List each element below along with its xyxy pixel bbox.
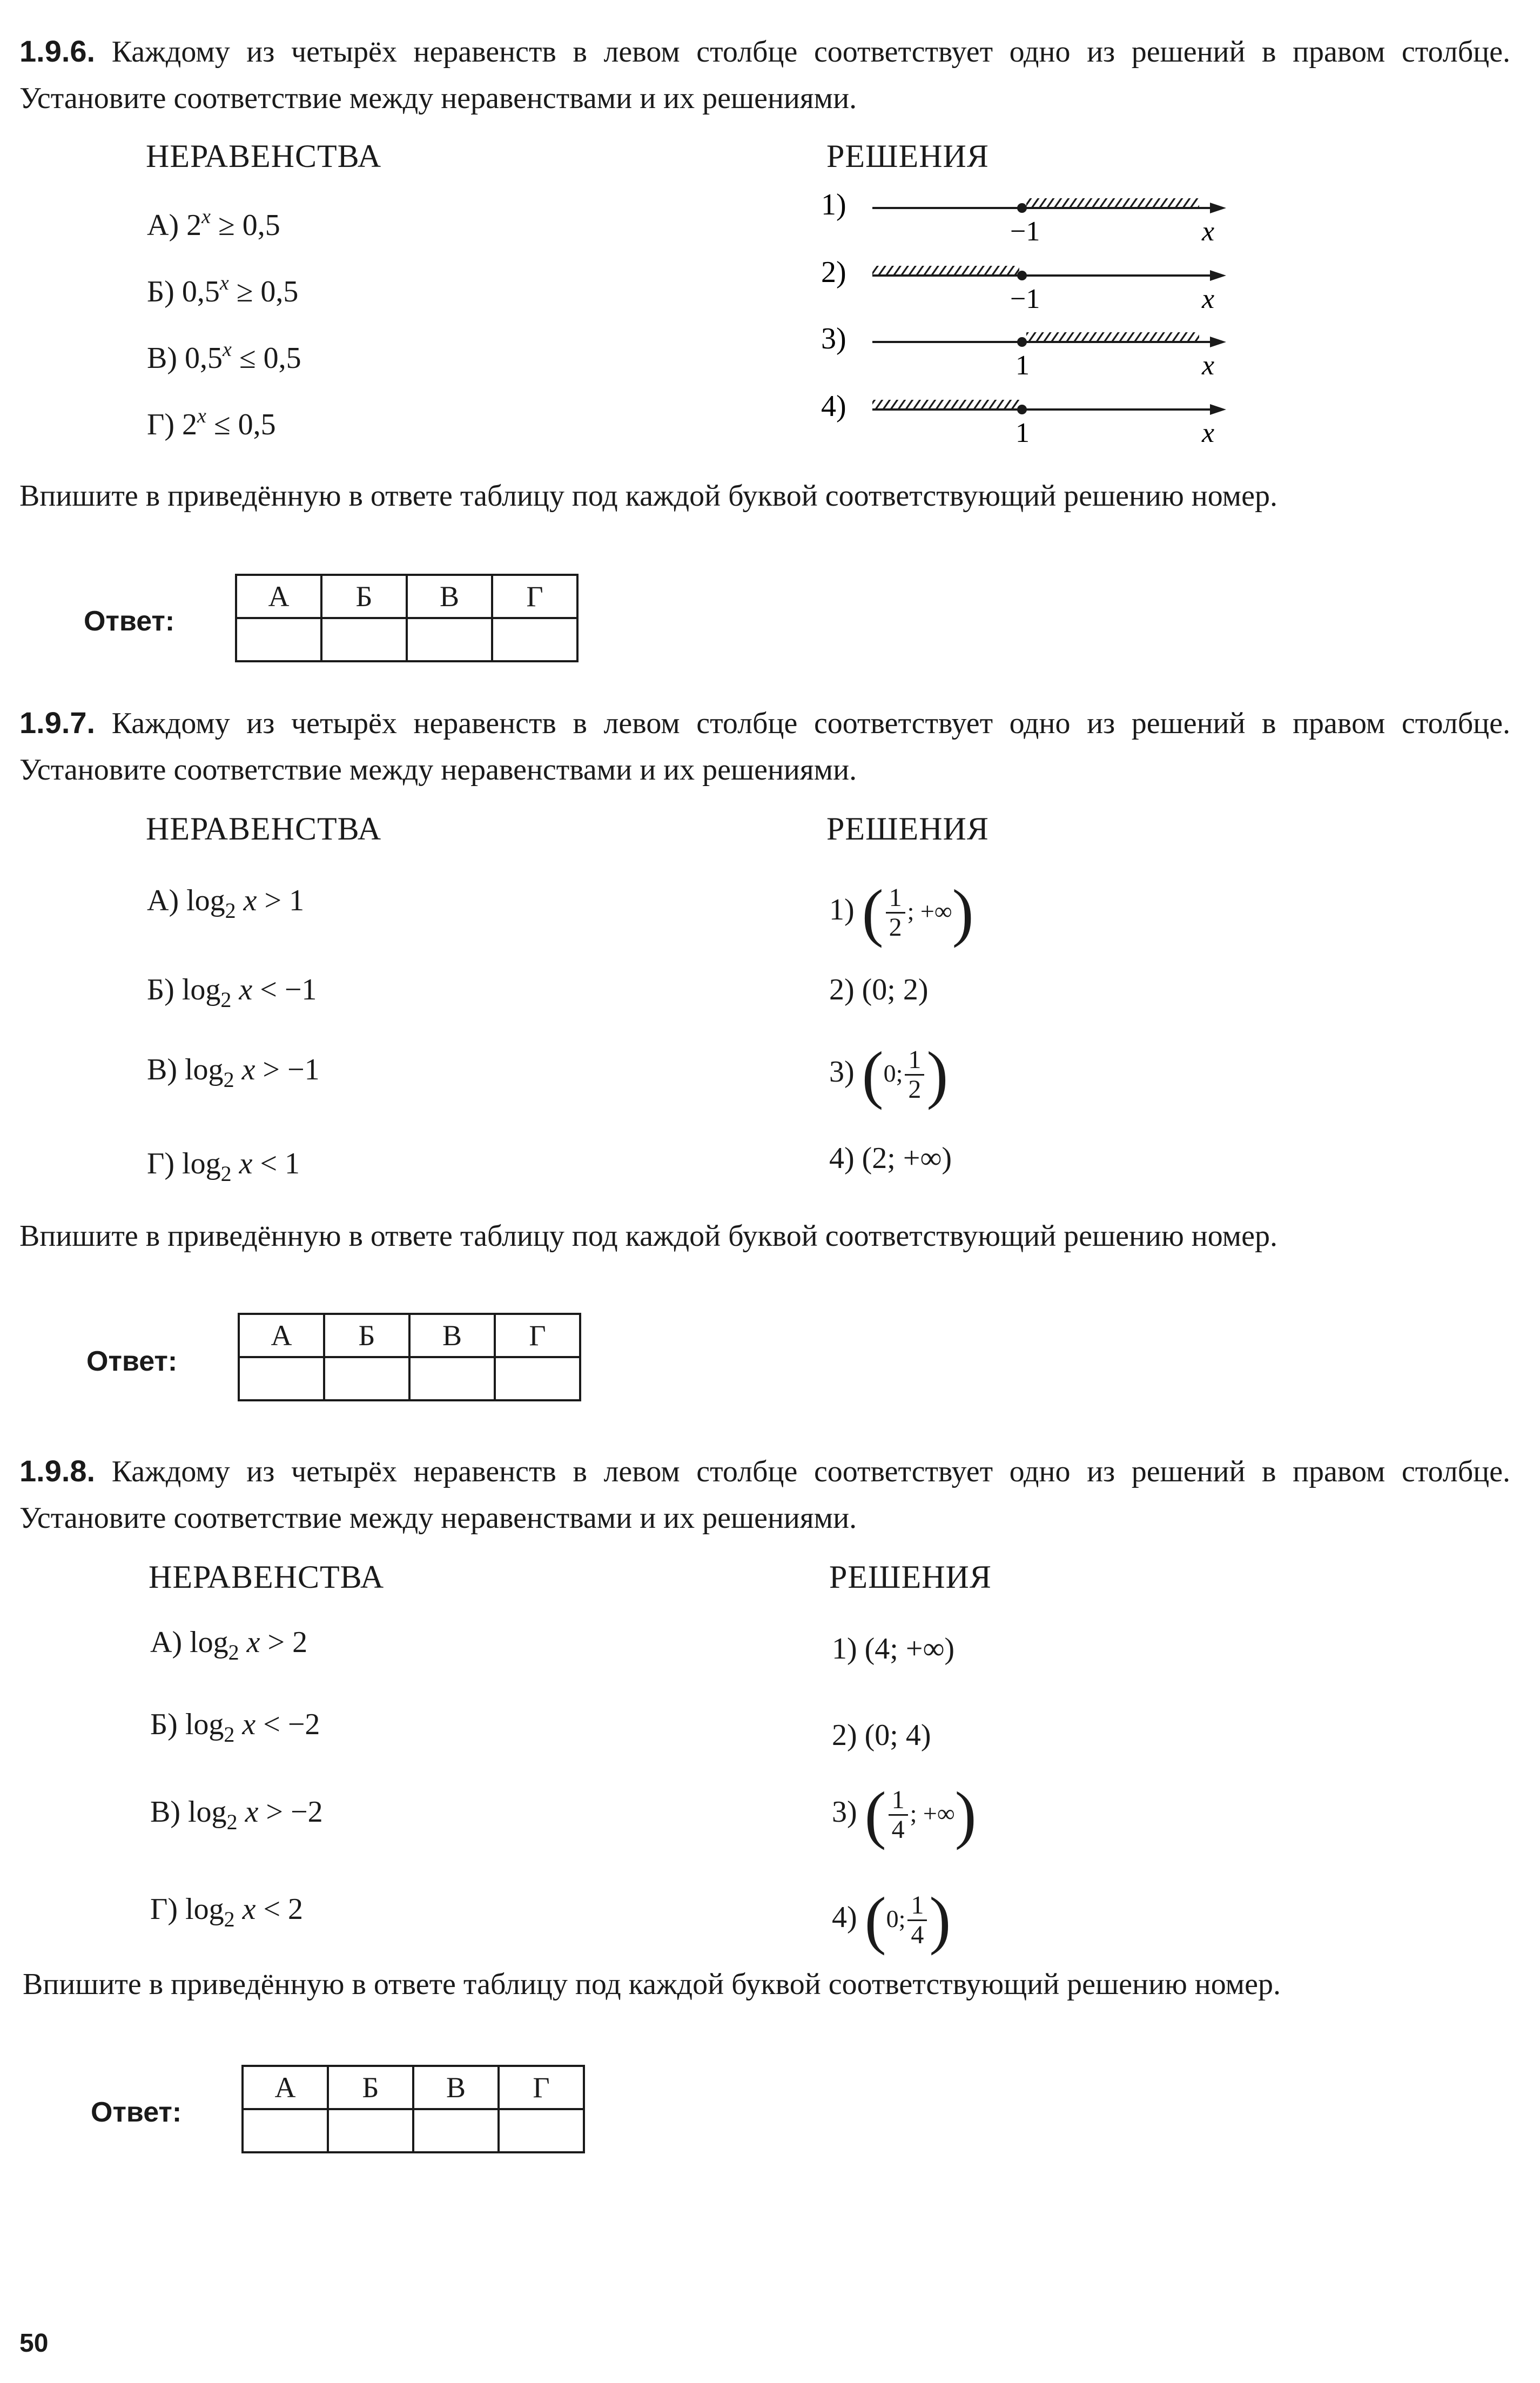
variable: x [246, 1626, 260, 1659]
interval-lead: 0; [886, 1904, 906, 1932]
instruction-text: Впишите в приведённую в ответе таблицу под каждой буквой соответствующий решению номер. [19, 479, 1277, 513]
problem-text: Каждому из четырёх неравенств в левом столбце соответствует одно из решений в правом столбце. Установите соответствие между неравенствами и их решениями. [19, 35, 1511, 115]
numerator: 1 [889, 1786, 908, 1816]
answer-letter-v: В [407, 575, 492, 618]
item-label: 2) [829, 973, 855, 1006]
relation: < −2 [263, 1708, 320, 1741]
variable: x [239, 1147, 253, 1180]
relation: ≥ 0,5 [236, 275, 299, 308]
axis-label: x [1202, 418, 1215, 448]
item-label: Б) [147, 275, 174, 308]
solutions-header: РЕШЕНИЯ [826, 138, 989, 174]
solution-4 [829, 1141, 952, 1176]
answer-letter-g: Г [499, 2066, 584, 2109]
answer-table [235, 574, 579, 662]
problem-number: 1.9.8. [19, 1454, 96, 1488]
axis-label: x [1202, 216, 1215, 247]
fraction [889, 1786, 908, 1844]
inequality-v [147, 1052, 320, 1092]
func: log [181, 973, 221, 1006]
point-label: −1 [1010, 216, 1040, 247]
answer-table [238, 1313, 581, 1401]
item-label: 1) [829, 892, 855, 927]
log-base: 2 [220, 988, 232, 1012]
variable: x [245, 1795, 259, 1829]
relation: > −1 [263, 1053, 320, 1086]
log-base: 2 [225, 898, 236, 923]
item-label: 4) [821, 390, 846, 423]
item-label: 1) [832, 1632, 857, 1666]
problem-number: 1.9.6. [19, 34, 96, 68]
item-label: А) [147, 884, 179, 917]
func: log [185, 1708, 224, 1741]
denominator: 2 [908, 1075, 922, 1104]
interval: (0; 4) [864, 1719, 931, 1752]
answer-cell-a[interactable] [236, 618, 321, 661]
answer-input-row [239, 1357, 580, 1400]
solution-3: 3) ( $\frac{1}{4}$ ; +∞) [832, 1778, 977, 1850]
func: log [188, 1795, 227, 1829]
instruction-text: Впишите в приведённую в ответе таблицу под каждой буквой соответствующий решению номер. [19, 1219, 1277, 1253]
answer-label: Ответ: [86, 1346, 178, 1377]
solutions-header: РЕШЕНИЯ [826, 811, 989, 847]
inequalities-header: НЕРАВЕНСТВА [146, 811, 382, 847]
numerator: 1 [907, 1891, 927, 1921]
item-label: 4) [829, 1142, 855, 1175]
denominator: 4 [911, 1920, 924, 1949]
interval-rest: ; +∞ [907, 897, 952, 925]
axis-label: x [1202, 284, 1215, 314]
answer-letter-v: В [413, 2066, 499, 2109]
number-line-diagrams [810, 186, 1296, 457]
item-label: 3) [829, 1055, 855, 1089]
answer-letter-g: Г [492, 575, 577, 618]
solution-1: 1) ( $\frac{1}{2}$ ; +∞) [829, 876, 974, 948]
item-label: 2) [832, 1719, 857, 1752]
number-line-1 [821, 188, 1226, 247]
answer-label: Ответ: [91, 2097, 182, 2128]
inequality-v [147, 338, 301, 375]
func: log [190, 1626, 228, 1659]
relation: > 1 [264, 884, 305, 917]
instruction-text: Впишите в приведённую в ответе таблицу под каждой буквой соответствующий решению номер. [23, 1968, 1281, 2001]
answer-letter-a: А [236, 575, 321, 618]
inequality-a [150, 1625, 308, 1664]
inequality-a [147, 883, 305, 923]
answer-cell-a[interactable] [239, 1357, 324, 1400]
numerator: 1 [886, 884, 905, 914]
answer-cell-a[interactable] [243, 2109, 328, 2152]
inequality-a [147, 205, 280, 243]
answer-cell-b[interactable] [321, 618, 407, 661]
item-label: В) [147, 341, 177, 375]
log-base: 2 [228, 1640, 239, 1664]
answer-letter-v: В [409, 1314, 495, 1357]
func: log [185, 1053, 224, 1086]
variable: x [243, 884, 257, 917]
problem-1-9-6-statement [19, 28, 1510, 122]
answer-letter-a: А [243, 2066, 328, 2109]
axis-label: x [1202, 350, 1215, 381]
variable: x [239, 973, 253, 1006]
inequality-b [147, 274, 298, 309]
exponent: x [201, 205, 211, 228]
variable: x [242, 1708, 256, 1741]
item-label: Б) [147, 973, 174, 1006]
inequality-g [147, 407, 276, 442]
solution-1 [832, 1632, 954, 1666]
answer-cell-b[interactable] [324, 1357, 409, 1400]
solution-4: 4) (0; $\frac{1}{4}$ ) [832, 1884, 951, 1956]
answer-letters-row [236, 575, 577, 618]
answer-letters-row [243, 2066, 584, 2109]
interval: (0; 2) [862, 973, 929, 1006]
page-number: 50 [19, 2329, 49, 2358]
item-label: Б) [150, 1708, 178, 1741]
inequality-b [150, 1707, 320, 1747]
item-label: 1) [821, 188, 846, 221]
relation: < −1 [260, 973, 317, 1006]
answer-letter-g: Г [495, 1314, 580, 1357]
exponent: x [219, 272, 229, 294]
point-label: 1 [1016, 350, 1030, 381]
number-line-3 [821, 322, 1226, 381]
fraction [907, 1891, 927, 1949]
answer-letter-b: Б [321, 575, 407, 618]
log-base: 2 [226, 1810, 238, 1834]
fraction [886, 884, 905, 942]
solution-2 [832, 1718, 931, 1753]
relation: < 2 [263, 1892, 304, 1926]
func: log [186, 884, 225, 917]
log-base: 2 [224, 1722, 235, 1747]
inequalities-header: НЕРАВЕНСТВА [146, 138, 382, 174]
item-label: Г) [147, 1147, 175, 1180]
answer-letter-b: Б [324, 1314, 409, 1357]
inequality-g [150, 1892, 304, 1931]
solution-3: 3) (0; $\frac{1}{2}$ ) [829, 1038, 949, 1110]
answer-cell-v[interactable] [407, 618, 492, 661]
answer-cell-v[interactable] [409, 1357, 495, 1400]
point-label: −1 [1010, 284, 1040, 314]
item-label: В) [150, 1795, 180, 1829]
answer-cell-b[interactable] [328, 2109, 413, 2152]
inequality-v [150, 1795, 323, 1834]
answer-letter-b: Б [328, 2066, 413, 2109]
base: 2 [186, 209, 202, 242]
relation: > 2 [267, 1626, 308, 1659]
item-label: Г) [150, 1892, 178, 1926]
func: log [182, 1147, 221, 1180]
relation: ≤ 0,5 [239, 341, 301, 375]
item-label: А) [147, 209, 179, 242]
answer-table [241, 2065, 585, 2153]
answer-cell-g[interactable] [499, 2109, 584, 2152]
base: 2 [182, 408, 198, 441]
answer-letter-a: А [239, 1314, 324, 1357]
item-label: В) [147, 1053, 177, 1086]
fraction [905, 1046, 924, 1104]
interval-lead: 0; [883, 1059, 903, 1087]
inequality-g [147, 1146, 300, 1186]
relation: ≥ 0,5 [218, 209, 280, 242]
variable: x [242, 1892, 256, 1926]
interval: (4; +∞) [864, 1632, 955, 1666]
problem-1-9-7-statement [19, 700, 1510, 793]
item-label: 3) [832, 1795, 857, 1829]
answer-input-row [236, 618, 577, 661]
number-line-2 [821, 256, 1226, 314]
inequalities-header: НЕРАВЕНСТВА [149, 1559, 385, 1595]
inequality-b [147, 972, 317, 1012]
log-base: 2 [224, 1907, 235, 1931]
relation: < 1 [260, 1147, 300, 1180]
problem-text: Каждому из четырёх неравенств в левом столбце соответствует одно из решений в правом столбце. Установите соответствие между неравенствами и их решениями. [19, 707, 1511, 787]
problem-text: Каждому из четырёх неравенств в левом столбце соответствует одно из решений в правом столбце. Установите соответствие между неравенствами и их решениями. [19, 1455, 1511, 1535]
answer-input-row [243, 2109, 584, 2152]
problem-number: 1.9.7. [19, 706, 96, 740]
answer-cell-g[interactable] [492, 618, 577, 661]
func: log [185, 1892, 224, 1926]
item-label: Г) [147, 408, 175, 441]
interval: (2; +∞) [862, 1142, 952, 1175]
answer-letters-row [239, 1314, 580, 1357]
number-line-4 [821, 390, 1226, 448]
interval-rest: ; +∞ [910, 1799, 955, 1827]
problem-1-9-8-statement [19, 1448, 1510, 1541]
point-label: 1 [1016, 418, 1030, 448]
exponent: x [197, 405, 206, 427]
denominator: 2 [889, 912, 902, 942]
solutions-header: РЕШЕНИЯ [829, 1559, 992, 1595]
item-label: А) [150, 1626, 183, 1659]
log-base: 2 [223, 1068, 234, 1092]
base: 0,5 [185, 341, 223, 375]
variable: x [241, 1053, 255, 1086]
item-label: 2) [821, 256, 846, 289]
exponent: x [223, 338, 232, 361]
answer-label: Ответ: [84, 606, 175, 637]
numerator: 1 [905, 1046, 924, 1076]
answer-cell-g[interactable] [495, 1357, 580, 1400]
relation: > −2 [266, 1795, 323, 1829]
denominator: 4 [891, 1815, 905, 1844]
answer-cell-v[interactable] [413, 2109, 499, 2152]
base: 0,5 [181, 275, 220, 308]
solution-2 [829, 972, 929, 1007]
item-label: 3) [821, 322, 846, 355]
item-label: 4) [832, 1900, 857, 1934]
log-base: 2 [220, 1162, 232, 1186]
relation: ≤ 0,5 [213, 408, 276, 441]
